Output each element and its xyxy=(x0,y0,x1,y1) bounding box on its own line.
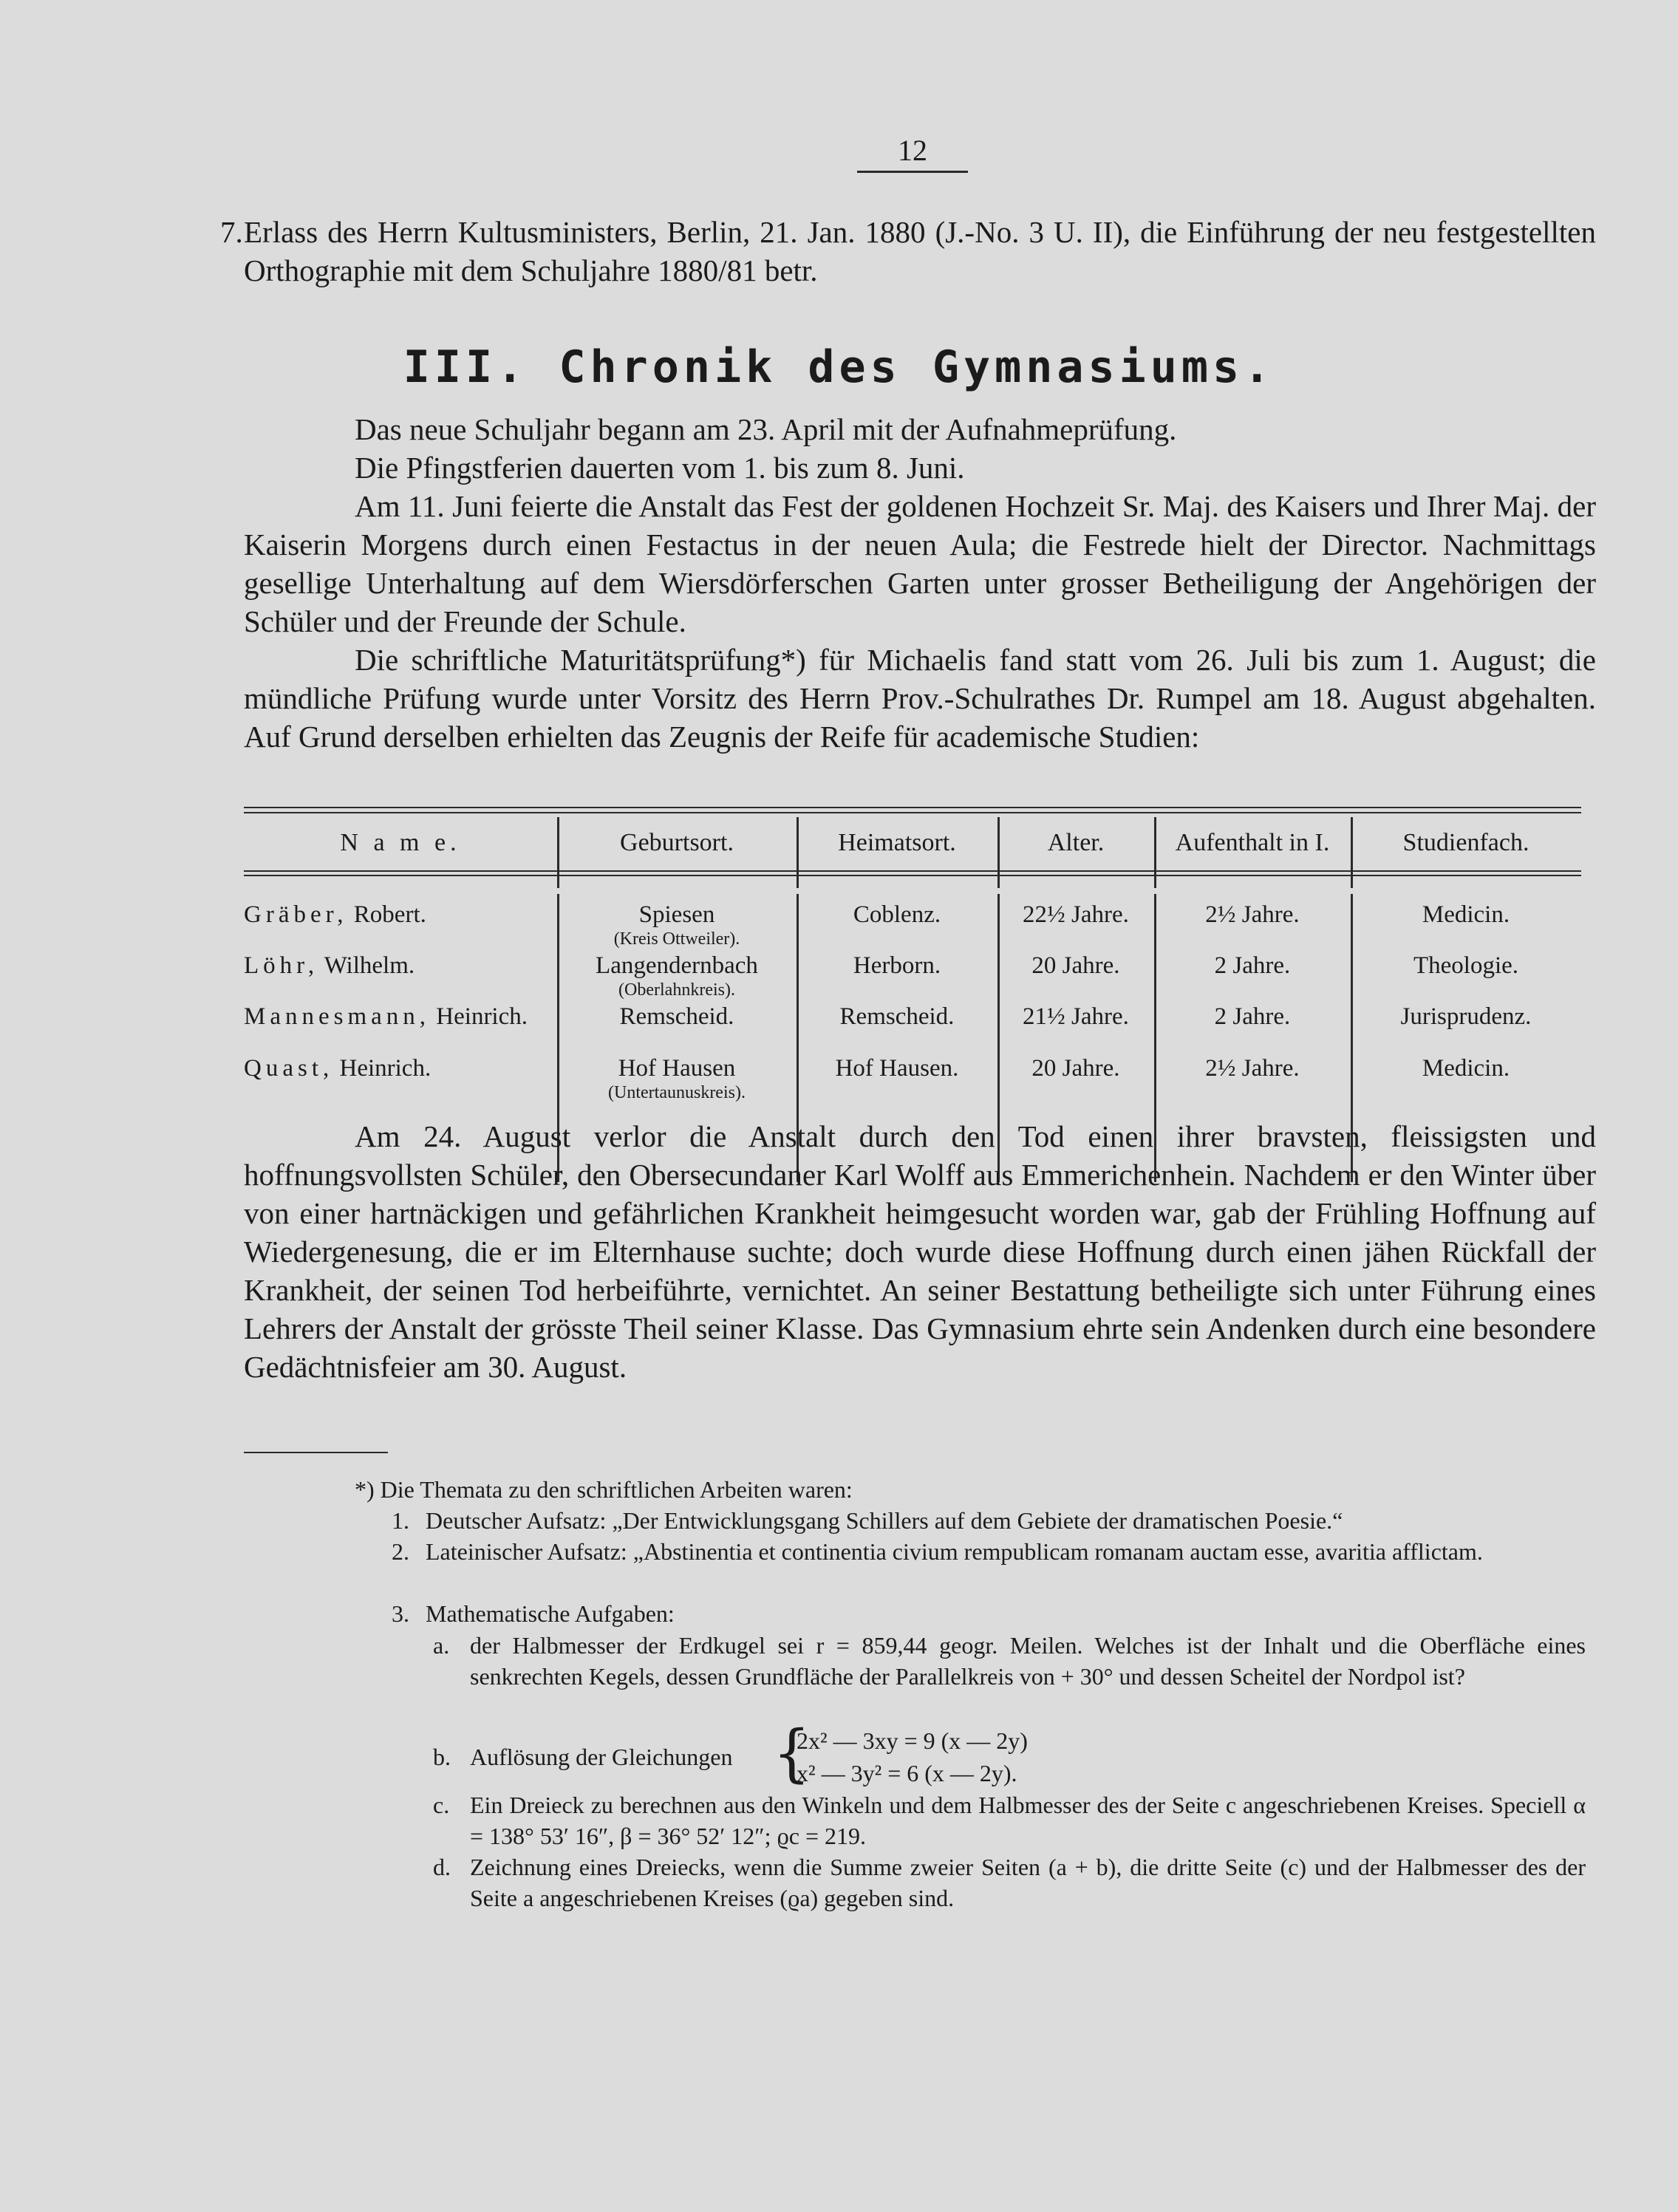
equation-2: x² — 3y² = 6 (x — 2y). xyxy=(797,1760,1017,1786)
wolff-paragraph: Am 24. August verlor die Anstalt durch den Tod einen ihrer bravsten, fleissigsten und hoffnungsvollsten Schüler, den Obersecundaner Karl Wolff aus Emmerichenhein. Nachdem er den Winter über von einer hartnäckigen und gefährlichen Krankheit heimgesucht worden war, gab der Frühling Hoffnung auf Wiedergenesung, die er im Elternhause suchte; doch wurde diese Hoffnung durch einen jähen Rückfall der Krankheit, der seinen Tod herbeiführte, vernichtet. An seiner Bestattung betheiligte sich unter Führung eines Lehrers der Anstalt der grösste Theil seiner Klasse. Das Gymnasium ehrte sein Andenken durch eine besondere Gedächtnisfeier am 30. August. xyxy=(244,1119,1596,1384)
table-cell-alter: 22½ Jahre. xyxy=(1023,901,1129,928)
footnote-item: 3. Mathematische Aufgaben: xyxy=(392,1600,675,1627)
table-cell-alter: 20 Jahre. xyxy=(1031,952,1120,979)
table-cell-studienfach: Medicin. xyxy=(1422,901,1510,928)
section-heading: III. Chronik des Gymnasiums. xyxy=(403,341,1275,393)
footnote-item: 1. Deutscher Aufsatz: „Der Entwicklungsgang Schillers auf dem Gebiete der dramatischen Poesie.“ xyxy=(392,1507,1343,1534)
header-heimatsort: Heimatsort. xyxy=(838,829,956,856)
header-geburtsort: Geburtsort. xyxy=(620,829,734,856)
page-number: 12 xyxy=(857,133,968,173)
table-cell-aufenthalt: 2 Jahre. xyxy=(1214,1003,1291,1030)
footnote-divider xyxy=(244,1452,388,1453)
chronik-paragraph: Am 11. Juni feierte die Anstalt das Fest der goldenen Hochzeit Sr. Maj. des Kaisers und Ihrer Maj. der Kaiserin Morgens durch einen Festactus in der neuen Aula; die Festrede hielt der Director. Nachmittags gesellige Unterhaltung auf dem Wiersdörferschen Garten unter grosser Betheiligung der Angehörigen der Schüler und der Freunde der Schule. xyxy=(244,489,1596,638)
table-cell-alter: 20 Jahre. xyxy=(1031,1055,1120,1082)
table-cell-alter: 21½ Jahre. xyxy=(1023,1003,1129,1030)
footnote-intro: *) Die Themata zu den schriftlichen Arbeiten waren: xyxy=(355,1476,853,1503)
table-cell-heimatsort: Remscheid. xyxy=(839,1003,955,1030)
table-cell-aufenthalt: 2½ Jahre. xyxy=(1205,901,1300,928)
header-studienfach: Studienfach. xyxy=(1402,829,1529,856)
math-task-c: c. Ein Dreieck zu berechnen aus den Winkeln und dem Halbmesser des der Seite c angeschriebenen Kreises. Speciell α = 138° 53′ 16″, β = 36° 52′ 12″; ϱc = 219. xyxy=(433,1792,1586,1849)
chronik-paragraph: Die Pfingstferien dauerten vom 1. bis zum 8. Juni. xyxy=(355,451,965,485)
table-cell-heimatsort: Coblenz. xyxy=(853,901,941,928)
header-aufenthalt: Aufenthalt in I. xyxy=(1175,829,1330,856)
header-alter: Alter. xyxy=(1047,829,1105,856)
math-task-d: d. Zeichnung eines Dreiecks, wenn die Summe zweier Seiten (a + b), die dritte Seite (c) und der Halbmesser des der Seite a angeschriebenen Kreises (ϱa) gegeben sind. xyxy=(433,1854,1586,1911)
header-name: N a m e. xyxy=(340,829,461,856)
table-cell-geburtsort: Remscheid. xyxy=(619,1003,734,1030)
table-row-name: Quast, Heinrich. xyxy=(244,1055,432,1082)
footnote-item: 2. Lateinischer Aufsatz: „Abstinentia et continentia civium rempublicam romanam auctam esse, avaritia afflictam. xyxy=(392,1538,1483,1565)
table-cell-geburtsort: Spiesen (Kreis Ottweiler). xyxy=(613,901,740,949)
erlass-number: 7. xyxy=(220,215,243,249)
chronik-text xyxy=(244,410,1596,756)
chronik-paragraph: Das neue Schuljahr begann am 23. April mit der Aufnahmeprüfung. xyxy=(355,412,1177,446)
erlass-text: Erlass des Herrn Kultusministers, Berlin, 21. Jan. 1880 (J.-No. 3 U. II), die Einführung der neu festgestellten Orthographie mit dem Schuljahre 1880/81 betr. xyxy=(244,215,1596,287)
erlass-item xyxy=(220,213,1596,290)
math-task-a: a. der Halbmesser der Erdkugel sei r = 859,44 geogr. Meilen. Welches ist der Inhalt und die Oberfläche eines senkrechten Kegels, dessen Grundfläche der Parallelkreis von + 30° und dessen Scheitel der Nordpol ist? xyxy=(433,1632,1586,1690)
brace-icon: { xyxy=(773,1716,811,1789)
table-row-name: Mannesmann, Heinrich. xyxy=(244,1003,528,1030)
table-cell-aufenthalt: 2½ Jahre. xyxy=(1205,1055,1300,1082)
table-row-name: Gräber, Robert. xyxy=(244,901,426,928)
table-cell-studienfach: Jurisprudenz. xyxy=(1400,1003,1532,1030)
table-cell-geburtsort: Hof Hausen (Untertaunuskreis). xyxy=(608,1055,746,1102)
equation-1: 2x² — 3xy = 9 (x — 2y) xyxy=(797,1727,1028,1754)
table-cell-geburtsort: Langendernbach (Oberlahnkreis). xyxy=(596,952,758,1000)
table-cell-heimatsort: Herborn. xyxy=(853,952,941,979)
table-row-name: Löhr, Wilhelm. xyxy=(244,952,415,979)
table-cell-aufenthalt: 2 Jahre. xyxy=(1214,952,1291,979)
maturity-table xyxy=(244,807,1581,1110)
table-cell-studienfach: Theologie. xyxy=(1413,952,1519,979)
table-cell-heimatsort: Hof Hausen. xyxy=(835,1055,959,1082)
chronik-paragraph: Die schriftliche Maturitätsprüfung*) für Michaelis fand statt vom 26. Juli bis zum 1. August; die mündliche Prüfung wurde unter Vorsitz des Herrn Prov.-Schulrathes Dr. Rumpel am 18. August abgehalten. Auf Grund derselben erhielten das Zeugnis der Reife für academische Studien: xyxy=(244,643,1596,754)
table-cell-studienfach: Medicin. xyxy=(1422,1055,1510,1082)
math-task-b: b. Auflösung der Gleichungen { 2x² — 3xy = 9 (x — 2y) x² — 3y² = 6 (x — 2y). xyxy=(433,1716,1028,1789)
